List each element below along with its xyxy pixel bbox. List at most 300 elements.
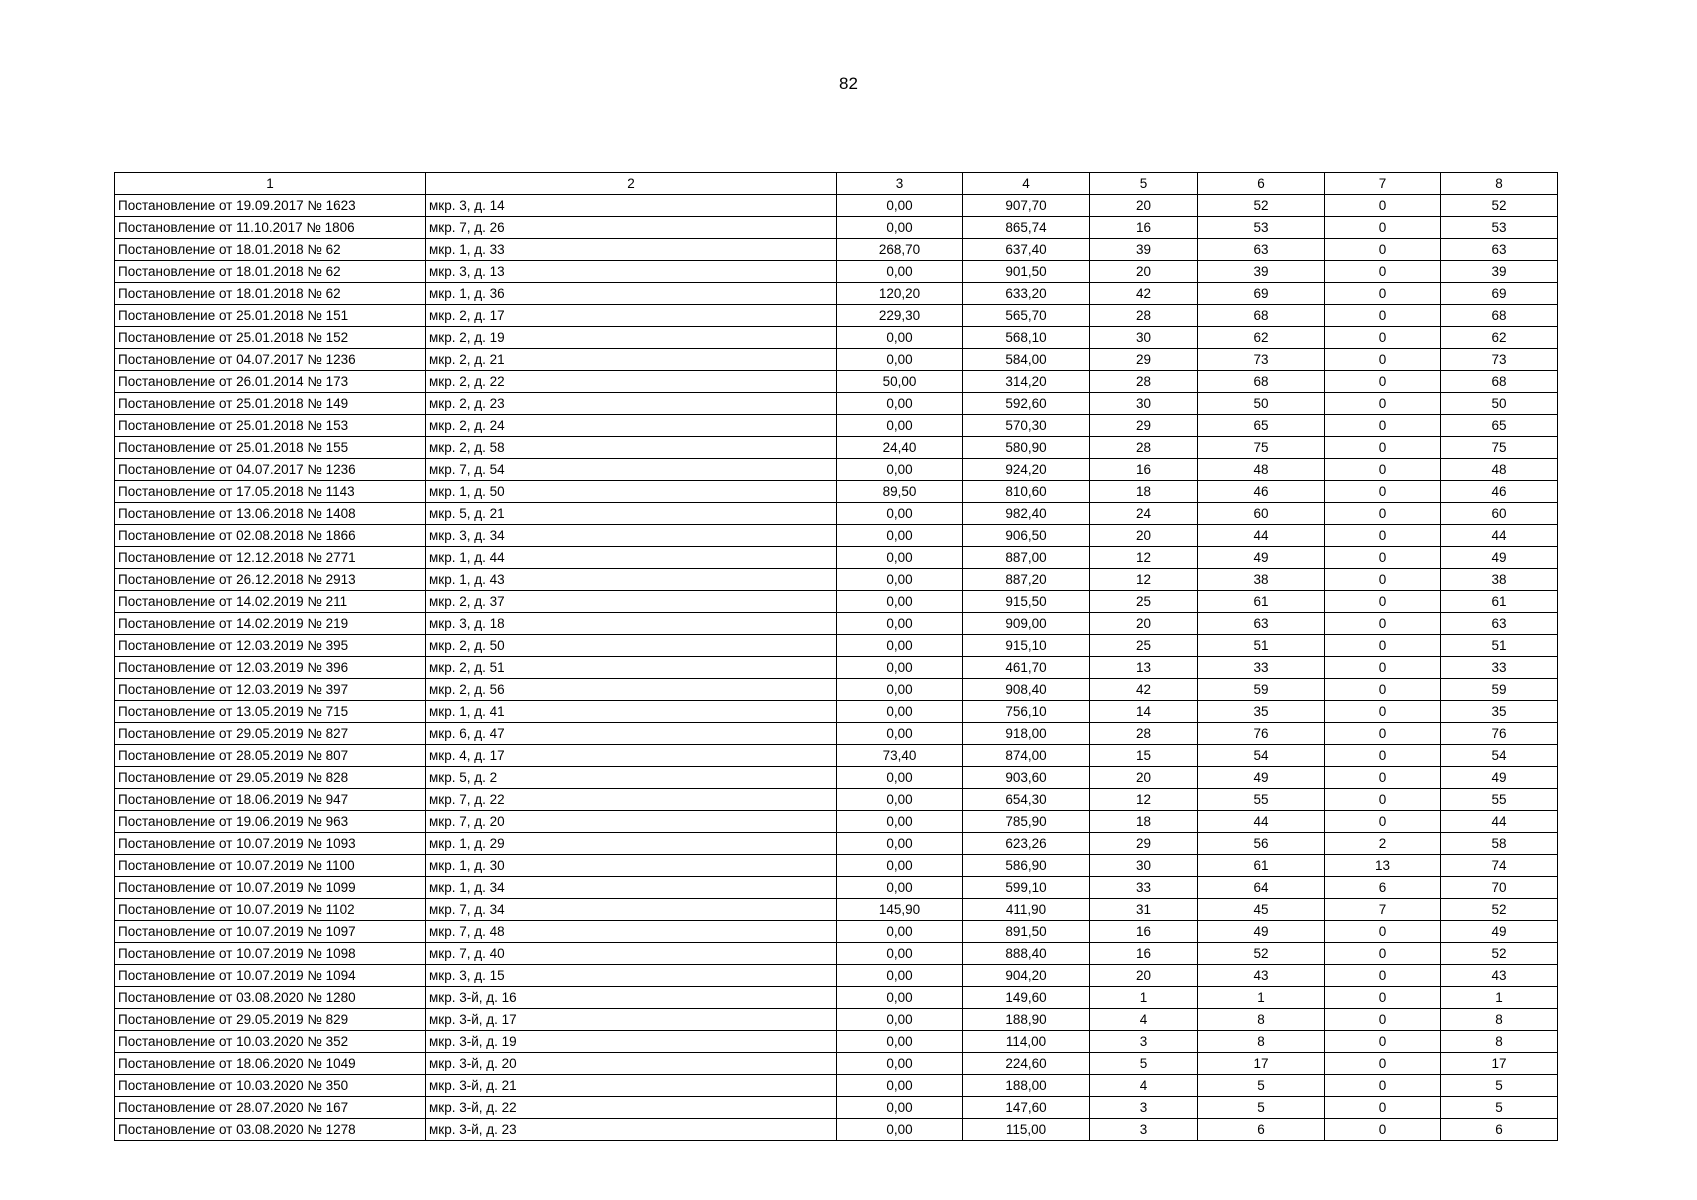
cell-col7: 0 [1325,393,1441,415]
cell-col7: 0 [1325,723,1441,745]
cell-col5: 29 [1090,349,1198,371]
cell-col4: 654,30 [963,789,1090,811]
column-header: 6 [1198,173,1325,195]
table-row [115,723,1558,745]
cell-col8: 48 [1441,459,1558,481]
cell-address: мкр. 2, д. 51 [426,657,837,679]
cell-address: мкр. 3, д. 14 [426,195,837,217]
cell-col8: 63 [1441,613,1558,635]
table-header [115,173,1558,195]
cell-col3: 0,00 [837,195,963,217]
cell-col5: 18 [1090,481,1198,503]
cell-col5: 28 [1090,723,1198,745]
cell-col3: 0,00 [837,349,963,371]
cell-document: Постановление от 25.01.2018 № 153 [115,415,426,437]
cell-document: Постановление от 18.06.2019 № 947 [115,789,426,811]
cell-col3: 0,00 [837,525,963,547]
cell-document: Постановление от 12.03.2019 № 395 [115,635,426,657]
table-row [115,305,1558,327]
cell-col5: 29 [1090,833,1198,855]
cell-col8: 76 [1441,723,1558,745]
table-row [115,1075,1558,1097]
cell-col3: 0,00 [837,1119,963,1141]
cell-col3: 0,00 [837,393,963,415]
cell-col8: 5 [1441,1097,1558,1119]
cell-address: мкр. 3-й, д. 17 [426,1009,837,1031]
cell-col6: 48 [1198,459,1325,481]
cell-col7: 0 [1325,657,1441,679]
cell-col7: 13 [1325,855,1441,877]
cell-col3: 0,00 [837,459,963,481]
cell-col6: 6 [1198,1119,1325,1141]
cell-col5: 30 [1090,393,1198,415]
cell-col5: 24 [1090,503,1198,525]
cell-document: Постановление от 13.06.2018 № 1408 [115,503,426,525]
table-row [115,1031,1558,1053]
table-row [115,745,1558,767]
table-row [115,1053,1558,1075]
table-row [115,657,1558,679]
cell-col3: 0,00 [837,987,963,1009]
cell-address: мкр. 2, д. 17 [426,305,837,327]
cell-col5: 20 [1090,767,1198,789]
cell-col8: 69 [1441,283,1558,305]
cell-address: мкр. 4, д. 17 [426,745,837,767]
cell-col4: 887,00 [963,547,1090,569]
cell-col8: 33 [1441,657,1558,679]
cell-col8: 58 [1441,833,1558,855]
cell-address: мкр. 3, д. 18 [426,613,837,635]
cell-col8: 55 [1441,789,1558,811]
cell-col3: 0,00 [837,877,963,899]
cell-document: Постановление от 28.05.2019 № 807 [115,745,426,767]
table-row [115,1009,1558,1031]
cell-document: Постановление от 02.08.2018 № 1866 [115,525,426,547]
cell-document: Постановление от 10.07.2019 № 1097 [115,921,426,943]
cell-col8: 65 [1441,415,1558,437]
cell-col8: 35 [1441,701,1558,723]
cell-col4: 147,60 [963,1097,1090,1119]
column-header: 3 [837,173,963,195]
cell-col8: 51 [1441,635,1558,657]
cell-col3: 0,00 [837,767,963,789]
cell-address: мкр. 3-й, д. 22 [426,1097,837,1119]
cell-col6: 8 [1198,1009,1325,1031]
cell-col6: 54 [1198,745,1325,767]
cell-col7: 0 [1325,327,1441,349]
cell-col6: 61 [1198,591,1325,613]
cell-col4: 149,60 [963,987,1090,1009]
cell-col3: 0,00 [837,569,963,591]
cell-col7: 0 [1325,481,1441,503]
cell-col6: 52 [1198,943,1325,965]
cell-col5: 29 [1090,415,1198,437]
cell-document: Постановление от 25.01.2018 № 152 [115,327,426,349]
table-row [115,261,1558,283]
cell-col8: 74 [1441,855,1558,877]
cell-col4: 888,40 [963,943,1090,965]
cell-col4: 903,60 [963,767,1090,789]
cell-col6: 69 [1198,283,1325,305]
cell-col6: 61 [1198,855,1325,877]
cell-col7: 0 [1325,635,1441,657]
cell-col6: 51 [1198,635,1325,657]
table-row [115,965,1558,987]
table-row [115,613,1558,635]
table-row [115,921,1558,943]
cell-col4: 599,10 [963,877,1090,899]
cell-col6: 44 [1198,525,1325,547]
cell-col6: 44 [1198,811,1325,833]
cell-address: мкр. 1, д. 43 [426,569,837,591]
cell-col7: 0 [1325,459,1441,481]
cell-col7: 0 [1325,1031,1441,1053]
cell-col6: 50 [1198,393,1325,415]
cell-col4: 570,30 [963,415,1090,437]
cell-col3: 50,00 [837,371,963,393]
cell-address: мкр. 3, д. 13 [426,261,837,283]
table-row [115,503,1558,525]
column-header: 1 [115,173,426,195]
cell-col5: 16 [1090,459,1198,481]
cell-col8: 43 [1441,965,1558,987]
cell-col6: 5 [1198,1075,1325,1097]
cell-col4: 865,74 [963,217,1090,239]
cell-col5: 30 [1090,855,1198,877]
cell-col4: 623,26 [963,833,1090,855]
cell-document: Постановление от 18.06.2020 № 1049 [115,1053,426,1075]
cell-col5: 16 [1090,217,1198,239]
cell-address: мкр. 2, д. 37 [426,591,837,613]
cell-col8: 54 [1441,745,1558,767]
cell-col4: 918,00 [963,723,1090,745]
cell-col7: 0 [1325,239,1441,261]
cell-col4: 568,10 [963,327,1090,349]
cell-col5: 25 [1090,591,1198,613]
cell-col7: 0 [1325,1053,1441,1075]
cell-col7: 0 [1325,679,1441,701]
cell-address: мкр. 7, д. 26 [426,217,837,239]
cell-document: Постановление от 10.07.2019 № 1099 [115,877,426,899]
cell-address: мкр. 2, д. 24 [426,415,837,437]
cell-col5: 18 [1090,811,1198,833]
cell-document: Постановление от 10.07.2019 № 1098 [115,943,426,965]
table-row [115,283,1558,305]
cell-col6: 35 [1198,701,1325,723]
table-row [115,349,1558,371]
cell-col7: 0 [1325,1075,1441,1097]
cell-address: мкр. 3-й, д. 21 [426,1075,837,1097]
cell-col8: 8 [1441,1009,1558,1031]
cell-col5: 12 [1090,569,1198,591]
cell-col4: 188,00 [963,1075,1090,1097]
cell-col7: 0 [1325,569,1441,591]
cell-col4: 565,70 [963,305,1090,327]
table-row [115,393,1558,415]
header-row [115,173,1558,195]
cell-col4: 115,00 [963,1119,1090,1141]
cell-document: Постановление от 26.01.2014 № 173 [115,371,426,393]
cell-document: Постановление от 29.05.2019 № 829 [115,1009,426,1031]
cell-document: Постановление от 03.08.2020 № 1280 [115,987,426,1009]
cell-document: Постановление от 18.01.2018 № 62 [115,239,426,261]
table-row [115,679,1558,701]
cell-document: Постановление от 18.01.2018 № 62 [115,283,426,305]
cell-address: мкр. 7, д. 54 [426,459,837,481]
cell-col7: 0 [1325,1009,1441,1031]
cell-col7: 0 [1325,943,1441,965]
cell-address: мкр. 1, д. 34 [426,877,837,899]
cell-col5: 13 [1090,657,1198,679]
cell-address: мкр. 6, д. 47 [426,723,837,745]
cell-col6: 46 [1198,481,1325,503]
cell-col6: 65 [1198,415,1325,437]
cell-col6: 63 [1198,613,1325,635]
cell-col3: 0,00 [837,811,963,833]
cell-address: мкр. 2, д. 19 [426,327,837,349]
cell-col7: 0 [1325,987,1441,1009]
cell-col4: 982,40 [963,503,1090,525]
cell-col6: 43 [1198,965,1325,987]
table-row [115,415,1558,437]
cell-address: мкр. 7, д. 34 [426,899,837,921]
cell-col4: 924,20 [963,459,1090,481]
cell-col5: 12 [1090,789,1198,811]
cell-col5: 4 [1090,1075,1198,1097]
cell-col6: 45 [1198,899,1325,921]
cell-address: мкр. 2, д. 58 [426,437,837,459]
cell-col7: 6 [1325,877,1441,899]
table-row [115,1097,1558,1119]
table-row [115,855,1558,877]
cell-col7: 0 [1325,789,1441,811]
cell-address: мкр. 3-й, д. 19 [426,1031,837,1053]
cell-col8: 46 [1441,481,1558,503]
cell-col3: 0,00 [837,1075,963,1097]
cell-document: Постановление от 26.12.2018 № 2913 [115,569,426,591]
table-row [115,217,1558,239]
cell-col4: 756,10 [963,701,1090,723]
cell-col5: 5 [1090,1053,1198,1075]
cell-col3: 145,90 [837,899,963,921]
cell-col3: 0,00 [837,1053,963,1075]
cell-col5: 20 [1090,613,1198,635]
table-row [115,899,1558,921]
cell-document: Постановление от 12.03.2019 № 396 [115,657,426,679]
cell-document: Постановление от 28.07.2020 № 167 [115,1097,426,1119]
cell-col7: 0 [1325,701,1441,723]
cell-col8: 49 [1441,547,1558,569]
table-row [115,701,1558,723]
cell-col7: 0 [1325,195,1441,217]
cell-col7: 0 [1325,283,1441,305]
cell-col3: 0,00 [837,723,963,745]
cell-address: мкр. 1, д. 33 [426,239,837,261]
column-header: 8 [1441,173,1558,195]
cell-document: Постановление от 18.01.2018 № 62 [115,261,426,283]
cell-col4: 810,60 [963,481,1090,503]
cell-col3: 0,00 [837,635,963,657]
cell-col5: 28 [1090,371,1198,393]
table-row [115,1119,1558,1141]
cell-col4: 906,50 [963,525,1090,547]
cell-col4: 887,20 [963,569,1090,591]
cell-col8: 1 [1441,987,1558,1009]
cell-col3: 0,00 [837,1031,963,1053]
cell-col5: 3 [1090,1031,1198,1053]
cell-document: Постановление от 03.08.2020 № 1278 [115,1119,426,1141]
cell-col8: 44 [1441,525,1558,547]
table-row [115,987,1558,1009]
cell-document: Постановление от 10.07.2019 № 1102 [115,899,426,921]
cell-col4: 891,50 [963,921,1090,943]
cell-col8: 62 [1441,327,1558,349]
cell-col5: 31 [1090,899,1198,921]
column-header: 4 [963,173,1090,195]
cell-col7: 0 [1325,811,1441,833]
cell-col3: 0,00 [837,415,963,437]
cell-col6: 62 [1198,327,1325,349]
cell-col6: 68 [1198,305,1325,327]
cell-col4: 461,70 [963,657,1090,679]
cell-col6: 55 [1198,789,1325,811]
cell-address: мкр. 2, д. 22 [426,371,837,393]
table-row [115,525,1558,547]
cell-address: мкр. 3, д. 15 [426,965,837,987]
cell-col3: 0,00 [837,833,963,855]
cell-col7: 0 [1325,349,1441,371]
cell-address: мкр. 1, д. 41 [426,701,837,723]
table-row [115,459,1558,481]
cell-col4: 580,90 [963,437,1090,459]
cell-col3: 0,00 [837,1009,963,1031]
cell-col3: 0,00 [837,591,963,613]
cell-col3: 120,20 [837,283,963,305]
cell-col7: 0 [1325,261,1441,283]
cell-col5: 28 [1090,305,1198,327]
cell-address: мкр. 1, д. 30 [426,855,837,877]
cell-col3: 0,00 [837,657,963,679]
cell-col5: 28 [1090,437,1198,459]
table-row [115,591,1558,613]
cell-col6: 60 [1198,503,1325,525]
cell-col8: 5 [1441,1075,1558,1097]
cell-document: Постановление от 11.10.2017 № 1806 [115,217,426,239]
cell-col6: 49 [1198,921,1325,943]
cell-col6: 59 [1198,679,1325,701]
cell-col6: 5 [1198,1097,1325,1119]
cell-col4: 915,10 [963,635,1090,657]
cell-document: Постановление от 17.05.2018 № 1143 [115,481,426,503]
cell-col8: 68 [1441,305,1558,327]
cell-address: мкр. 7, д. 22 [426,789,837,811]
cell-col5: 3 [1090,1119,1198,1141]
cell-col4: 908,40 [963,679,1090,701]
cell-document: Постановление от 25.01.2018 № 151 [115,305,426,327]
cell-col8: 63 [1441,239,1558,261]
cell-col8: 50 [1441,393,1558,415]
table-row [115,195,1558,217]
cell-col5: 25 [1090,635,1198,657]
column-header: 7 [1325,173,1441,195]
cell-address: мкр. 2, д. 50 [426,635,837,657]
cell-col6: 33 [1198,657,1325,679]
cell-col7: 7 [1325,899,1441,921]
cell-col4: 785,90 [963,811,1090,833]
cell-document: Постановление от 04.07.2017 № 1236 [115,459,426,481]
data-table [114,172,1558,1141]
table-row [115,239,1558,261]
cell-col4: 411,90 [963,899,1090,921]
cell-address: мкр. 7, д. 40 [426,943,837,965]
cell-col7: 0 [1325,767,1441,789]
cell-document: Постановление от 10.07.2019 № 1094 [115,965,426,987]
cell-col8: 44 [1441,811,1558,833]
table-row [115,833,1558,855]
cell-col8: 38 [1441,569,1558,591]
cell-document: Постановление от 29.05.2019 № 828 [115,767,426,789]
cell-address: мкр. 7, д. 48 [426,921,837,943]
cell-col8: 53 [1441,217,1558,239]
cell-col7: 0 [1325,613,1441,635]
cell-col8: 8 [1441,1031,1558,1053]
cell-address: мкр. 1, д. 29 [426,833,837,855]
cell-col6: 56 [1198,833,1325,855]
cell-address: мкр. 3-й, д. 23 [426,1119,837,1141]
cell-col7: 0 [1325,591,1441,613]
cell-col4: 224,60 [963,1053,1090,1075]
cell-col3: 0,00 [837,789,963,811]
table-row [115,569,1558,591]
cell-col3: 0,00 [837,503,963,525]
cell-col6: 75 [1198,437,1325,459]
cell-col4: 584,00 [963,349,1090,371]
cell-col7: 0 [1325,525,1441,547]
cell-address: мкр. 3-й, д. 20 [426,1053,837,1075]
cell-col3: 0,00 [837,855,963,877]
cell-address: мкр. 2, д. 21 [426,349,837,371]
cell-col4: 874,00 [963,745,1090,767]
table-body [115,195,1558,1141]
cell-document: Постановление от 10.07.2019 № 1100 [115,855,426,877]
cell-col4: 586,90 [963,855,1090,877]
cell-col5: 3 [1090,1097,1198,1119]
cell-col8: 68 [1441,371,1558,393]
cell-col6: 68 [1198,371,1325,393]
cell-col8: 6 [1441,1119,1558,1141]
cell-col7: 0 [1325,745,1441,767]
cell-col7: 0 [1325,217,1441,239]
cell-col3: 89,50 [837,481,963,503]
page-number: 82 [839,74,858,93]
cell-col6: 73 [1198,349,1325,371]
cell-col4: 907,70 [963,195,1090,217]
cell-address: мкр. 1, д. 44 [426,547,837,569]
cell-col3: 0,00 [837,327,963,349]
cell-col3: 0,00 [837,613,963,635]
cell-col5: 20 [1090,261,1198,283]
table-row [115,789,1558,811]
cell-col3: 0,00 [837,1097,963,1119]
cell-col7: 0 [1325,965,1441,987]
cell-col7: 2 [1325,833,1441,855]
cell-col8: 39 [1441,261,1558,283]
cell-col8: 49 [1441,767,1558,789]
cell-document: Постановление от 10.03.2020 № 352 [115,1031,426,1053]
cell-col3: 0,00 [837,217,963,239]
cell-document: Постановление от 14.02.2019 № 219 [115,613,426,635]
cell-col6: 39 [1198,261,1325,283]
